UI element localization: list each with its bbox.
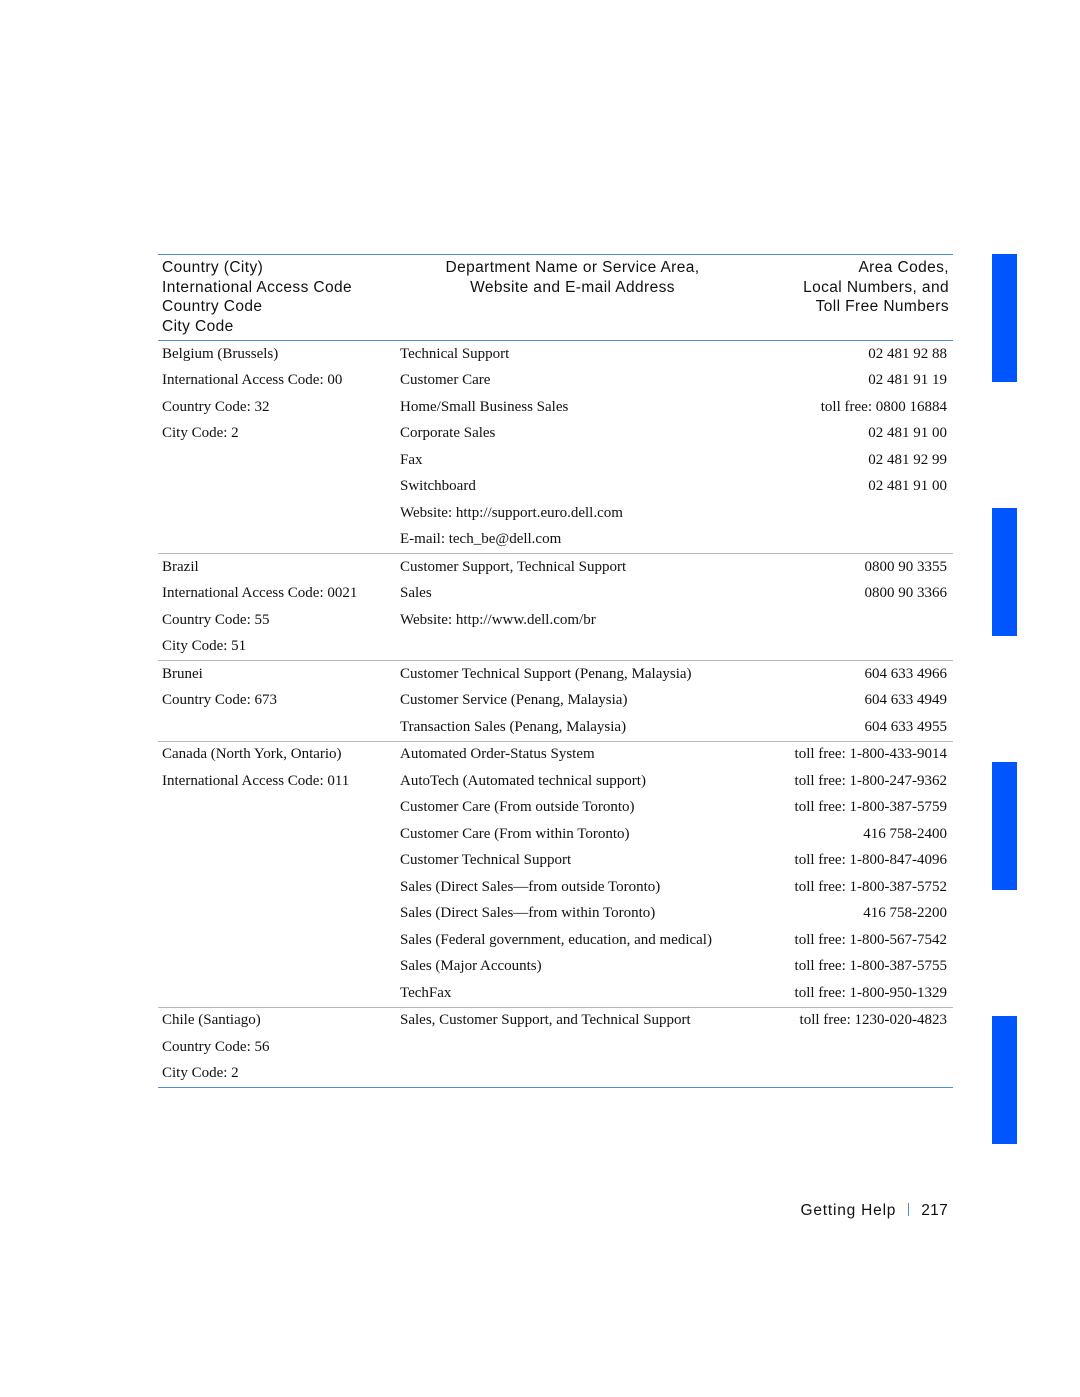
number-cell: toll free: 1-800-387-5755 [794, 958, 947, 975]
number-cell [749, 607, 953, 634]
country-cell: Country Code: 56 [162, 1038, 270, 1055]
table-row [158, 447, 953, 474]
country-cell [158, 901, 396, 928]
country-cell [158, 714, 396, 741]
table-row [158, 795, 953, 822]
table-row [158, 688, 953, 715]
department-cell: Customer Support, Technical Support [396, 554, 749, 581]
department-cell [396, 634, 749, 661]
country-cell [158, 527, 396, 554]
country-cell: Canada (North York, Ontario) [158, 741, 396, 768]
country-group [158, 1007, 953, 1088]
department-cell: TechFax [400, 984, 452, 1001]
country-cell: City Code: 2 [158, 1061, 396, 1088]
country-cell: Country Code: 673 [162, 692, 277, 709]
table-row [158, 661, 953, 688]
number-cell [749, 634, 953, 661]
table-row [158, 500, 953, 527]
footer-section-title: Getting Help [800, 1202, 897, 1219]
department-cell: AutoTech (Automated technical support) [400, 772, 646, 789]
department-cell: Sales (Federal government, education, and medical) [400, 931, 712, 948]
page-footer [700, 1202, 948, 1220]
table-row [158, 607, 953, 634]
country-cell: Brunei [158, 661, 396, 688]
contact-directory-table [158, 254, 953, 1088]
department-cell: E-mail: tech_be@dell.com [400, 531, 562, 548]
country-group [158, 661, 953, 742]
chapter-tab [992, 508, 1017, 636]
chapter-tab [992, 254, 1017, 382]
department-cell: Switchboard [400, 478, 476, 495]
number-cell: 604 633 4955 [864, 718, 947, 735]
table-row [158, 768, 953, 795]
header-department: Department Name or Service Area, Website and E-mail Address [445, 259, 700, 296]
number-cell [749, 500, 953, 527]
chapter-tab [992, 1016, 1017, 1144]
department-cell: Customer Service (Penang, Malaysia) [400, 692, 628, 709]
country-cell: Country Code: 55 [162, 611, 270, 628]
country-cell: International Access Code: 011 [162, 772, 350, 789]
chapter-tab [992, 762, 1017, 890]
country-cell: Belgium (Brussels) [162, 345, 279, 362]
country-cell [158, 447, 396, 474]
table-row [158, 1034, 953, 1061]
country-cell [158, 927, 396, 954]
table-row [158, 341, 953, 368]
country-cell [158, 954, 396, 981]
department-cell: Sales (Major Accounts) [400, 958, 542, 975]
number-cell: 0800 90 3355 [749, 554, 953, 581]
table-row [158, 874, 953, 901]
number-cell: toll free: 1-800-567-7542 [794, 931, 947, 948]
table-row [158, 980, 953, 1007]
number-cell: 604 633 4966 [749, 661, 953, 688]
department-cell: Home/Small Business Sales [400, 398, 569, 415]
number-cell: toll free: 1-800-433-9014 [749, 741, 953, 768]
department-cell: Customer Technical Support [400, 852, 572, 869]
country-cell [158, 474, 396, 501]
number-cell: 416 758-2400 [863, 825, 947, 842]
department-cell: Transaction Sales (Penang, Malaysia) [400, 718, 627, 735]
chapter-tabs [992, 0, 1017, 1397]
header-country: Country (City) International Access Code Country Code City Code [162, 259, 353, 335]
table-row [158, 901, 953, 928]
country-cell: Chile (Santiago) [158, 1007, 396, 1034]
number-cell: 02 481 91 00 [868, 478, 947, 495]
department-cell: Sales [400, 585, 432, 602]
table-row [158, 821, 953, 848]
number-cell [749, 1061, 953, 1088]
table-row [158, 368, 953, 395]
table-row [158, 527, 953, 554]
department-cell [396, 1061, 749, 1088]
country-cell: Country Code: 32 [162, 398, 270, 415]
country-cell [158, 821, 396, 848]
header-numbers: Area Codes, Local Numbers, and Toll Free Numbers [803, 259, 949, 315]
department-cell: Corporate Sales [400, 425, 496, 442]
country-cell [158, 795, 396, 822]
table-row [158, 927, 953, 954]
table-row [158, 394, 953, 421]
department-cell: Website: http://support.euro.dell.com [400, 504, 623, 521]
table-row [158, 554, 953, 581]
table-row [158, 714, 953, 741]
country-cell [158, 848, 396, 875]
table-row [158, 954, 953, 981]
department-cell: Technical Support [400, 345, 510, 362]
number-cell: 416 758-2200 [863, 905, 947, 922]
table-row [158, 741, 953, 768]
number-cell: toll free: 1-800-847-4096 [794, 852, 947, 869]
footer-separator [908, 1203, 909, 1216]
number-cell: toll free: 1-800-387-5752 [794, 878, 947, 895]
table-row [158, 1007, 953, 1034]
country-cell [158, 874, 396, 901]
department-cell: Fax [400, 451, 423, 468]
number-cell: toll free: 1230-020-4823 [749, 1007, 953, 1034]
table-row [158, 634, 953, 661]
number-cell: toll free: 1-800-247-9362 [794, 772, 947, 789]
number-cell: toll free: 0800 16884 [820, 398, 947, 415]
country-cell [158, 500, 396, 527]
table-row [158, 421, 953, 448]
department-cell: Customer Technical Support (Penang, Malaysia) [396, 661, 749, 688]
country-cell: City Code: 51 [162, 638, 247, 655]
country-group [158, 341, 953, 554]
table-row [158, 1061, 953, 1088]
table-row [158, 474, 953, 501]
country-cell: International Access Code: 0021 [162, 585, 358, 602]
number-cell: 02 481 91 00 [868, 425, 947, 442]
country-group [158, 741, 953, 1007]
number-cell: 02 481 92 99 [868, 451, 947, 468]
department-cell [396, 1034, 749, 1061]
table-row [158, 581, 953, 608]
country-cell [158, 980, 396, 1007]
table-header-row [158, 255, 953, 341]
department-cell: Sales (Direct Sales—from outside Toronto) [400, 878, 661, 895]
number-cell: toll free: 1-800-950-1329 [794, 984, 947, 1001]
number-cell: toll free: 1-800-387-5759 [794, 799, 947, 816]
country-cell: Brazil [158, 554, 396, 581]
department-cell: Website: http://www.dell.com/br [400, 611, 596, 628]
number-cell [749, 527, 953, 554]
department-cell: Customer Care (From outside Toronto) [400, 799, 635, 816]
number-cell: 02 481 92 88 [868, 345, 947, 362]
table-row [158, 848, 953, 875]
country-cell: City Code: 2 [162, 425, 239, 442]
department-cell: Customer Care [400, 372, 491, 389]
number-cell: 604 633 4949 [864, 692, 947, 709]
department-cell: Automated Order-Status System [396, 741, 749, 768]
department-cell: Sales, Customer Support, and Technical Support [396, 1007, 749, 1034]
number-cell: 0800 90 3366 [864, 585, 947, 602]
country-group [158, 554, 953, 661]
page-number: 217 [921, 1202, 948, 1219]
department-cell: Sales (Direct Sales—from within Toronto) [400, 905, 656, 922]
number-cell [749, 1034, 953, 1061]
country-cell: International Access Code: 00 [162, 372, 343, 389]
number-cell: 02 481 91 19 [868, 372, 947, 389]
department-cell: Customer Care (From within Toronto) [400, 825, 630, 842]
